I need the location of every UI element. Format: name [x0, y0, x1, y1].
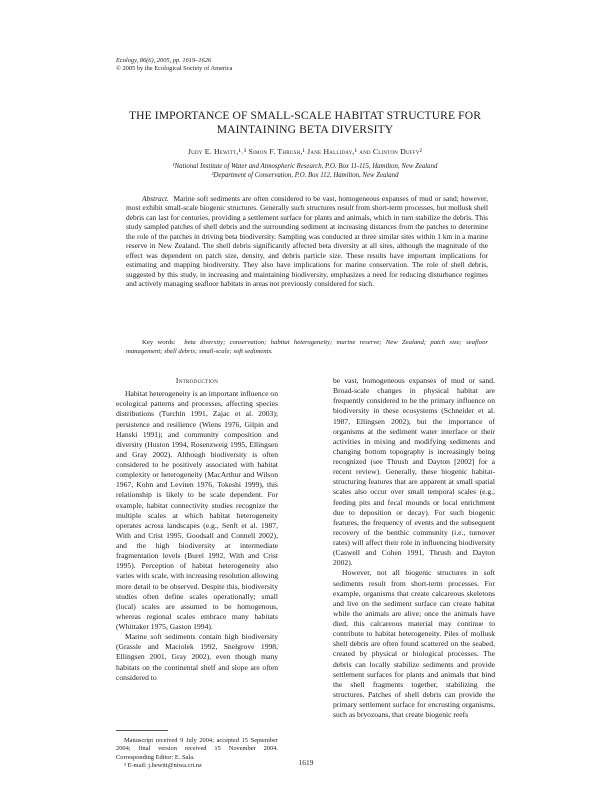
right-paragraph-2: However, not all biogenic structures in soft sediments result from short-term processes. For example, organisms that create calcareous skeletons and live on the sediment surface can create habitat while the animals are alive; once the animals have died, this calcareous material may continue to contribute to habitat heterogeneity. Piles of mollusk shell debris are often found scattered on the seabed, created by physical or biological processes. The debris can locally stabilize sediments and provide settlement surfaces for plants and animals that bind the shell fragments together, stabilizing the structures. Patches of shell debris can provide the primary settlement surface for encrusting organisms, such as bryozoans, that create biogenic reefs: [333, 568, 495, 720]
journal-citation: Ecology, 86(6), 2005, pp. 1619–1626: [116, 57, 212, 64]
keywords-text: beta diversity; conservation; habitat heterogeneity; marine reserve; New Zealand; patch size; seafloor management; shell debris; small-scale; soft sediments.: [126, 339, 488, 355]
footnote-rule: [116, 730, 168, 731]
paper-title: [100, 109, 510, 137]
left-paragraph-1: Habitat heterogeneity is an important influence on ecological patterns and processes, affecting species distributions (Turchin 1991, Zajac et al. 2003); persistence and resilience (Wiens 1976, Gilpin and Hanski 1991); and community composition and diversity (Huston 1994, Rosenzweig 1995, Ellingsen and Gray 2002). Although biodiversity is often considered to be positively associated with habitat complexity or heterogeneity (MacArthur and Wilson 1967, Kohn and Leviten 1976, Tokeshi 1999), this relationship is likely to be scale dependent. For example, habitat connectivity studies recognize the multiple scales at which habitat heterogeneity operates across landscapes (e.g., Senft et al. 1987, With and Crist 1995, Goodsall and Connell 2002), and the high biodiversity at intermediate fragmentation levels (Burel 1992, With and Crist 1995). Perception of habitat heterogeneity also varies with scale, with increasing resolution allowing more detail to be observed. Despite this, biodiversity studies often define scales operationally; small (local) scales are assumed to be homogenous, whereas regional scales embrace many habitats (Whittaker 1975, Gaston 1994).: [116, 389, 278, 631]
copyright-line: © 2005 by the Ecological Society of America: [116, 65, 233, 72]
title-line-1: THE IMPORTANCE OF SMALL-SCALE HABITAT STRUCTURE FOR: [128, 109, 482, 122]
affiliation-2: ²Department of Conservation, P.O. Box 112, Hamilton, New Zealand: [211, 172, 399, 179]
author-list: Judy E. Hewitt,¹˒³ Simon F. Thrush,¹ Jane Halliday,¹ and Clinton Duffy²: [187, 147, 423, 156]
journal-header: [116, 57, 232, 73]
abstract-label: Abstract.: [142, 194, 169, 203]
footnote-manuscript: Manuscript received 9 July 2004; accepted 15 September 2004; final version received 15 November 2004. Corresponding Editor: E. Sala.: [116, 737, 278, 761]
right-column: [333, 376, 495, 720]
page-number: 1619: [298, 758, 314, 767]
abstract: [126, 194, 488, 289]
section-heading-introduction: Introduction: [175, 376, 219, 385]
keywords: [126, 338, 488, 356]
right-paragraph-1: be vast, homogeneous expanses of mud or sand. Broad-scale changes in physical habitat are frequently considered to be the primary influence on biodiversity in these ecosystems (Schneider et al. 1987, Ellingsen 2002), but the importance of organisms at the sediment water interface or their activities in mixing and modifying sediments and changing bottom topography is increasingly being recognized (see Thrush and Dayton [2002] for a recent review). Generally, these biogenic habitat-structuring features that are apparent at small spatial scales also occur over small temporal scales (e.g., feeding pits and fecal mounds or local enrichment due to deposition or decay). For such biogenic features, the frequency of events and the subsequent recovery of the benthic community (i.e., turnover rates) will affect their role in influencing biodiversity (Caswell and Cohen 1991, Thrush and Dayton 2002).: [333, 376, 495, 568]
title-line-2: MAINTAINING BETA DIVERSITY: [216, 123, 394, 136]
affiliation-1: ¹National Institute of Water and Atmospheric Research, P.O. Box 11-115, Hamilton, New Zealand: [172, 163, 438, 170]
footnote-email: ³ E-mail: j.hewitt@niwa.cri.nz: [124, 762, 202, 770]
affiliations: [100, 162, 510, 180]
left-paragraph-2: Marine soft sediments contain high biodiversity (Grassle and Maciolek 1992, Snelgrove 1998, Ellingsen 2001, Gray 2002), even though many habitats on the continental shelf and slope are often considered to: [116, 632, 278, 682]
keywords-label: Key words:: [142, 339, 176, 346]
left-column: [116, 376, 278, 683]
abstract-text: Marine soft sediments are often considered to be vast, homogeneous expanses of mud or sand; however, most exhibit small-scale biogenic structures. Generally such structures result from short-term processes, but mollusk shell debris can last for centuries, providing a settlement surface for plants and animals, which in turn stabilize the debris. This study sampled patches of shell debris and the surrounding sediment at increasing distances from the patches to determine the role of the patches in driving beta biodiversity. Sampling was conducted at three similar sites within 1 km in a marine reserve in New Zealand. The shell debris significantly affected beta diversity at all sites, although the magnitude of the effect was dependent on patch size, density, and debris particle size. These results have important implications for estimating and mapping biodiversity. They also have implications for marine conservation. The role of shell debris, suggested by this study, in increasing and maintaining biodiversity, emphasizes a need for reducing disturbance regimes and actively managing seafloor habitats in areas not previously considered for such.: [126, 194, 488, 289]
